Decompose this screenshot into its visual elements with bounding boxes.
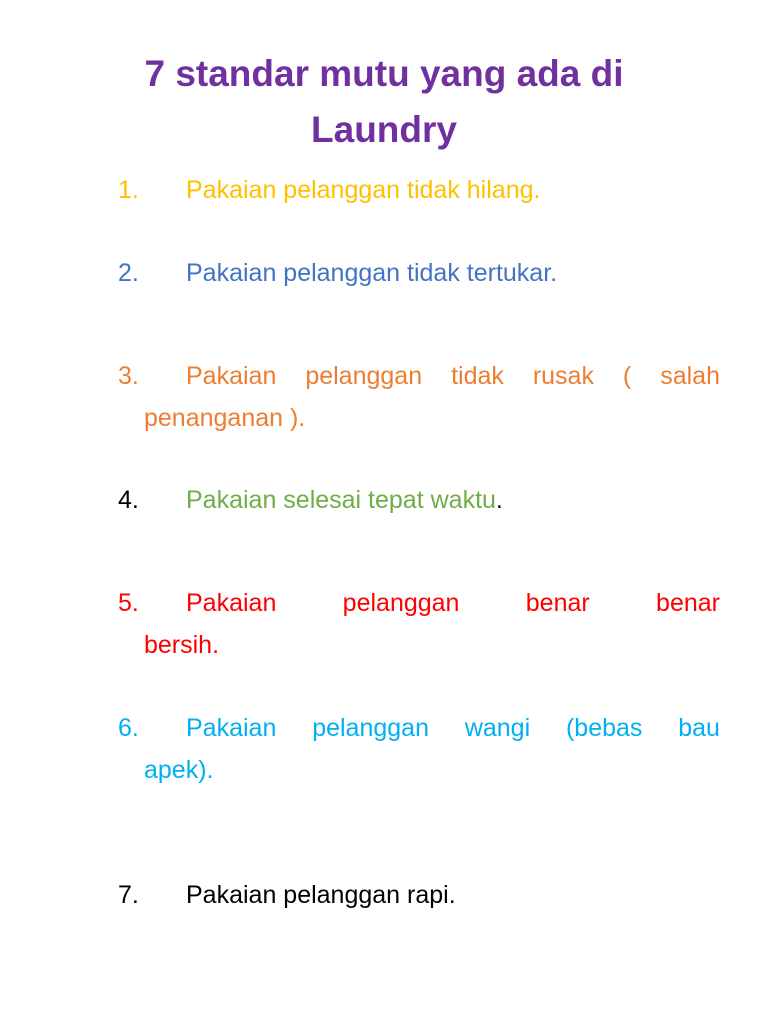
word: pelanggan	[312, 714, 429, 742]
list-item-number: 2.	[118, 259, 139, 287]
list-item-4	[118, 479, 720, 521]
list-item-text: Pakaian pelanggan tidak hilang.	[186, 176, 541, 204]
list-item-text-line-2: apek).	[144, 756, 214, 784]
list-item-7	[118, 874, 720, 916]
list-item-number: 5.	[118, 589, 139, 617]
document-title-line-2: Laundry	[311, 109, 457, 150]
word: benar	[656, 589, 720, 617]
list-item-5	[118, 582, 720, 666]
list-item-1	[118, 169, 720, 211]
list-item-text-line-2: penanganan ).	[144, 404, 306, 432]
word: Pakaian	[186, 589, 277, 617]
list-item-number: 6.	[118, 714, 139, 742]
list-item-text-line-1	[186, 582, 720, 624]
list-item-number: 3.	[118, 362, 139, 390]
list-item-number: 4.	[118, 486, 139, 514]
list-item-3	[118, 355, 720, 439]
list-item-text: Pakaian selesai tepat waktu	[186, 486, 496, 514]
word: pelanggan	[342, 589, 460, 617]
list-item-text-line-2: bersih.	[144, 631, 220, 659]
list-item-text: Pakaian pelanggan rapi.	[186, 881, 456, 909]
word: bau	[678, 714, 720, 742]
word: Pakaian	[186, 362, 277, 390]
list-item-text-line-1	[186, 355, 720, 397]
list-item-text: Pakaian pelanggan tidak tertukar.	[186, 259, 558, 287]
word: pelanggan	[305, 362, 423, 390]
word: rusak	[532, 362, 594, 390]
list-item-number: 1.	[118, 176, 139, 204]
list-item-number: 7.	[118, 881, 139, 909]
word: tidak	[451, 362, 504, 390]
list-item-text-line-1	[186, 707, 720, 749]
word: Pakaian	[186, 714, 277, 742]
document-title-line-1: 7 standar mutu yang ada di	[144, 53, 624, 94]
list-item-6	[118, 707, 720, 791]
word: salah	[660, 362, 720, 390]
list-item-2	[118, 252, 720, 294]
word: (bebas	[565, 714, 643, 742]
word: benar	[525, 589, 590, 617]
word: wangi	[464, 714, 531, 742]
list-item-suffix: .	[495, 486, 503, 514]
word: (	[622, 362, 632, 390]
